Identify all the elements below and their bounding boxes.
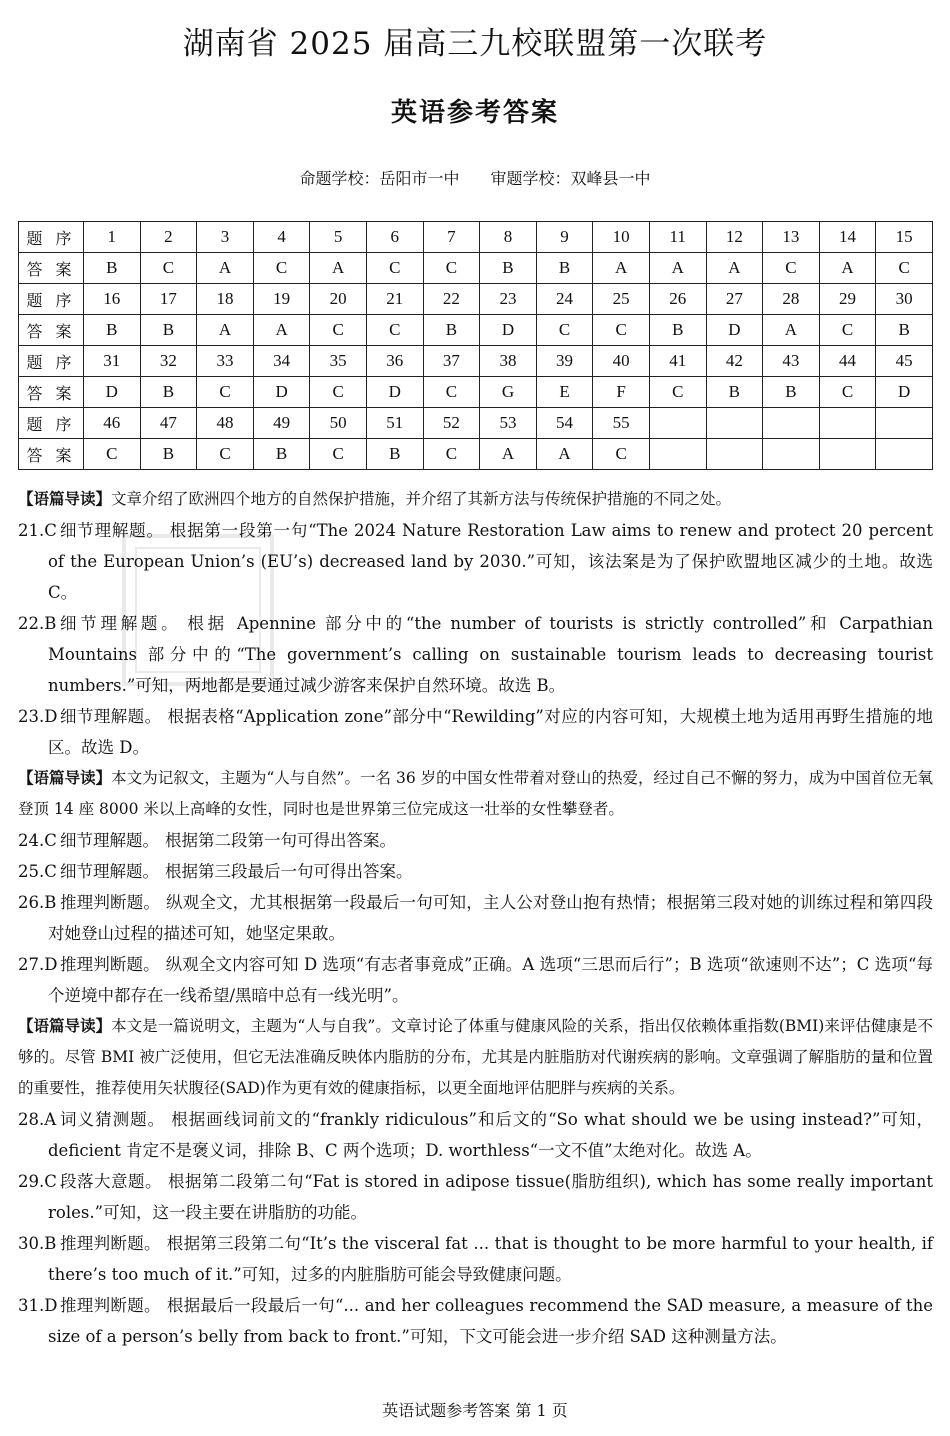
guide-text: 文章介绍了欧洲四个地方的自然保护措施，并介绍了其新方法与传统保护措施的不同之处。 [111,490,732,508]
question-number: 42 [706,346,763,377]
question-number: 3 [197,222,254,253]
seq-header: 题 序 [19,284,84,315]
explanation-text: 纵观全文，尤其根据第一段最后一句可知，主人公对登山抱有热情；根据第三段对她的训练过程和第四段对她登山过程的描述可知，她坚定果敢。 [48,893,934,943]
question-number: 50 [310,408,367,439]
question-number: 11 [649,222,706,253]
question-number: 20 [310,284,367,315]
question-number: 13 [763,222,820,253]
question-answer: 30.B [18,1234,57,1253]
answer-letter: B [536,253,593,284]
question-answer: 29.C [18,1172,57,1191]
answer-letter [649,439,706,470]
question-number: 5 [310,222,367,253]
question-answer: 23.D [18,707,58,726]
answer-letter: C [310,315,367,346]
question-type: 推理判断题。 [60,893,161,912]
reviewer-school: 审题学校：双峰县一中 [490,169,651,188]
question-number: 28 [763,284,820,315]
answer-letter: A [536,439,593,470]
answer-letter: D [706,315,763,346]
answer-letter [819,439,876,470]
question-answer: 26.B [18,893,57,912]
answer-letter: G [480,377,537,408]
question-number: 7 [423,222,480,253]
answer-letter: A [480,439,537,470]
question-number: 21 [366,284,423,315]
answer-letter [763,439,820,470]
answer-letter: C [140,253,197,284]
school-info [0,166,950,189]
explanation-text: 根据第二段第二句“Fat is stored in adipose tissue(脂肪组织), which has some really important roles.”可知，这一段主要在讲脂肪的功能。 [48,1172,933,1222]
question-number: 2 [140,222,197,253]
guide-label: 【语篇导读】 [18,769,112,787]
question-number: 41 [649,346,706,377]
answer-letter: A [310,253,367,284]
explanation-text: 根据第三段第二句“It’s the visceral fat ... that is thought to be more harmful to your health, if there’s too much of it.”可知，过多的内脏脂肪可能会导致健康问题。 [48,1234,934,1284]
question-number: 4 [253,222,310,253]
answer-explanation [18,949,933,1011]
question-number: 33 [197,346,254,377]
question-type: 细节理解题。 [60,521,164,540]
answer-letter: C [253,253,310,284]
explanation-text: 根据第二段第一句可得出答案。 [165,831,396,850]
answer-letter: C [536,315,593,346]
question-number: 12 [706,222,763,253]
answer-letter: A [706,253,763,284]
answer-explanation [18,701,933,763]
explanations [18,484,933,1352]
answer-row [19,253,933,284]
question-number: 45 [876,346,933,377]
page-footer: 英语试题参考答案 第 1 页 [382,1401,568,1420]
answer-letter: C [84,439,141,470]
answer-letter: C [423,253,480,284]
explanation-text: 根据最后一段最后一句“... and her colleagues recommend the SAD measure, a measure of the size of a person’s belly from back to front.”可知，下文可能会进一步介绍 SAD 这种测量方法。 [48,1296,933,1346]
question-type: 推理判断题。 [60,1296,161,1315]
question-type: 段落大意题。 [60,1172,163,1191]
passage-guide [18,1011,933,1104]
answer-letter: D [366,377,423,408]
question-answer: 24.C [18,831,57,850]
answer-letter: A [819,253,876,284]
answer-letter: D [84,377,141,408]
question-answer: 25.C [18,862,57,881]
guide-label: 【语篇导读】 [18,1017,112,1035]
question-number: 8 [480,222,537,253]
question-number: 14 [819,222,876,253]
answer-explanation [18,1166,933,1228]
question-number: 9 [536,222,593,253]
question-number: 10 [593,222,650,253]
answer-letter: A [197,253,254,284]
question-number: 44 [819,346,876,377]
answer-letter: C [876,253,933,284]
question-number: 48 [197,408,254,439]
answer-letter [876,439,933,470]
question-type: 推理判断题。 [60,1234,161,1253]
question-number: 37 [423,346,480,377]
answer-header: 答 案 [19,377,84,408]
answer-letter: C [593,439,650,470]
question-type: 细节理解题。 [60,862,159,881]
question-number: 16 [84,284,141,315]
seq-row [19,346,933,377]
answer-letter: B [649,315,706,346]
answer-letter: B [366,439,423,470]
answer-letter: A [649,253,706,284]
answer-letter: C [310,439,367,470]
answer-letter: B [140,439,197,470]
answer-letter: B [140,377,197,408]
answer-letter: C [819,377,876,408]
answer-letter: E [536,377,593,408]
answer-letter: C [423,377,480,408]
question-answer: 28.A [18,1110,57,1129]
question-number: 35 [310,346,367,377]
seq-row [19,222,933,253]
answer-header: 答 案 [19,253,84,284]
answer-letter: A [593,253,650,284]
answer-letter: D [253,377,310,408]
proposer-school: 命题学校：岳阳市一中 [299,169,460,188]
question-number [876,408,933,439]
answer-explanation [18,1104,933,1166]
answer-letter: A [763,315,820,346]
question-number: 22 [423,284,480,315]
question-type: 词义猜测题。 [60,1110,166,1129]
question-number: 1 [84,222,141,253]
answer-explanation [18,515,933,608]
answer-letter: B [423,315,480,346]
answer-letter: C [197,439,254,470]
answer-header: 答 案 [19,315,84,346]
question-number: 38 [480,346,537,377]
passage-guide [18,763,933,825]
question-number: 36 [366,346,423,377]
seq-row [19,408,933,439]
question-answer: 21.C [18,521,57,540]
answer-letter: B [763,377,820,408]
question-number: 18 [197,284,254,315]
answer-key-table [18,221,933,470]
question-number [649,408,706,439]
explanation-text: 根据第一段第一句“The 2024 Nature Restoration Law aims to renew and protect 20 percent of the European Union’s (EU’s) decreased land by 2030.”可知，该法案是为了保护欧盟地区减少的土地。故选 C。 [48,521,934,602]
answer-letter: C [310,377,367,408]
question-type: 推理判断题。 [60,955,160,974]
question-answer: 31.D [18,1296,58,1315]
question-number: 55 [593,408,650,439]
answer-letter: C [819,315,876,346]
seq-header: 题 序 [19,222,84,253]
question-number: 39 [536,346,593,377]
question-number: 19 [253,284,310,315]
question-number: 43 [763,346,820,377]
question-number: 17 [140,284,197,315]
question-number: 34 [253,346,310,377]
question-number: 51 [366,408,423,439]
guide-text: 本文为记叙文，主题为“人与自然”。一名 36 岁的中国女性带着对登山的热爱，经过自己不懈的努力，成为中国首位无氧登顶 14 座 8000 米以上高峰的女性，同时也是世界第三位完成这一壮举的女性攀登者。 [18,769,933,818]
seq-header: 题 序 [19,408,84,439]
answer-letter: C [423,439,480,470]
question-number [819,408,876,439]
explanation-text: 根据画线词前文的“frankly ridiculous”和后文的“So what should we be using instead?”可知，deficient 肯定不是褒义词，排除 B、C 两个选项；D. worthless“一文不值”太绝对化。故选 A。 [48,1110,934,1160]
question-number: 29 [819,284,876,315]
answer-header: 答 案 [19,439,84,470]
question-number: 47 [140,408,197,439]
question-answer: 22.B [18,614,57,633]
question-number: 46 [84,408,141,439]
answer-letter: B [876,315,933,346]
explanation-text: 根据第三段最后一句可得出答案。 [165,862,413,881]
answer-row [19,377,933,408]
answer-letter: A [197,315,254,346]
explanation-text: 纵观全文内容可知 D 选项“有志者事竟成”正确。A 选项“三思而后行”；B 选项“欲速则不达”；C 选项“每个逆境中都存在一线希望/黑暗中总有一线光明”。 [48,955,933,1005]
answer-letter: D [876,377,933,408]
answer-explanation [18,1228,933,1290]
explanation-text: 根据 Apennine 部分中的“the number of tourists is strictly controlled”和 Carpathian Mountains 部分中的“The government’s calling on sustainable tourism leads to decreasing tourist numbers.”可知，两地都是要通过减少游客来保护自然环境。故选 B。 [48,614,934,695]
answer-letter: C [649,377,706,408]
question-number: 54 [536,408,593,439]
answer-explanation [18,608,933,701]
answer-letter [706,439,763,470]
answer-explanation [18,856,933,887]
answer-letter: A [253,315,310,346]
question-number: 40 [593,346,650,377]
guide-label: 【语篇导读】 [18,490,112,508]
answer-explanation [18,887,933,949]
answer-explanation [18,825,933,856]
answer-letter: B [84,315,141,346]
question-number: 31 [84,346,141,377]
question-number: 24 [536,284,593,315]
answer-row [19,439,933,470]
answer-explanation [18,1290,933,1352]
question-number: 32 [140,346,197,377]
answer-letter: D [480,315,537,346]
question-number [763,408,820,439]
question-type: 细节理解题。 [60,831,159,850]
question-type: 细节理解题。 [60,707,162,726]
question-number: 26 [649,284,706,315]
question-number: 15 [876,222,933,253]
answer-row [19,315,933,346]
question-number [706,408,763,439]
question-number: 23 [480,284,537,315]
answer-letter: C [593,315,650,346]
question-number: 6 [366,222,423,253]
passage-guide [18,484,933,515]
answer-letter: B [480,253,537,284]
seq-row [19,284,933,315]
answer-letter: B [706,377,763,408]
page-title: 湖南省 2025 届高三九校联盟第一次联考 [182,26,768,62]
question-answer: 27.D [18,955,58,974]
answer-letter: B [253,439,310,470]
answer-letter: F [593,377,650,408]
question-number: 30 [876,284,933,315]
answer-letter: B [84,253,141,284]
seq-header: 题 序 [19,346,84,377]
question-type: 细节理解题。 [60,614,182,633]
answer-letter: C [366,253,423,284]
answer-letter: C [197,377,254,408]
answer-letter: B [140,315,197,346]
question-number: 52 [423,408,480,439]
question-number: 27 [706,284,763,315]
page-subtitle: 英语参考答案 [390,98,559,128]
guide-text: 本文是一篇说明文，主题为“人与自我”。文章讨论了体重与健康风险的关系，指出仅依赖体重指数(BMI)来评估健康是不够的。尽管 BMI 被广泛使用，但它无法准确反映体内脂肪的分布，尤其是内脏脂肪对代谢疾病的影响。文章强调了解脂肪的量和位置的重要性，推荐使用矢状腹径(SAD)作为更有效的健康指标，以更全面地评估肥胖与疾病的关系。 [18,1017,933,1097]
explanation-text: 根据表格“Application zone”部分中“Rewilding”对应的内容可知，大规模土地为适用再野生措施的地区。故选 D。 [48,707,934,757]
question-number: 49 [253,408,310,439]
answer-letter: C [763,253,820,284]
question-number: 53 [480,408,537,439]
answer-letter: C [366,315,423,346]
question-number: 25 [593,284,650,315]
